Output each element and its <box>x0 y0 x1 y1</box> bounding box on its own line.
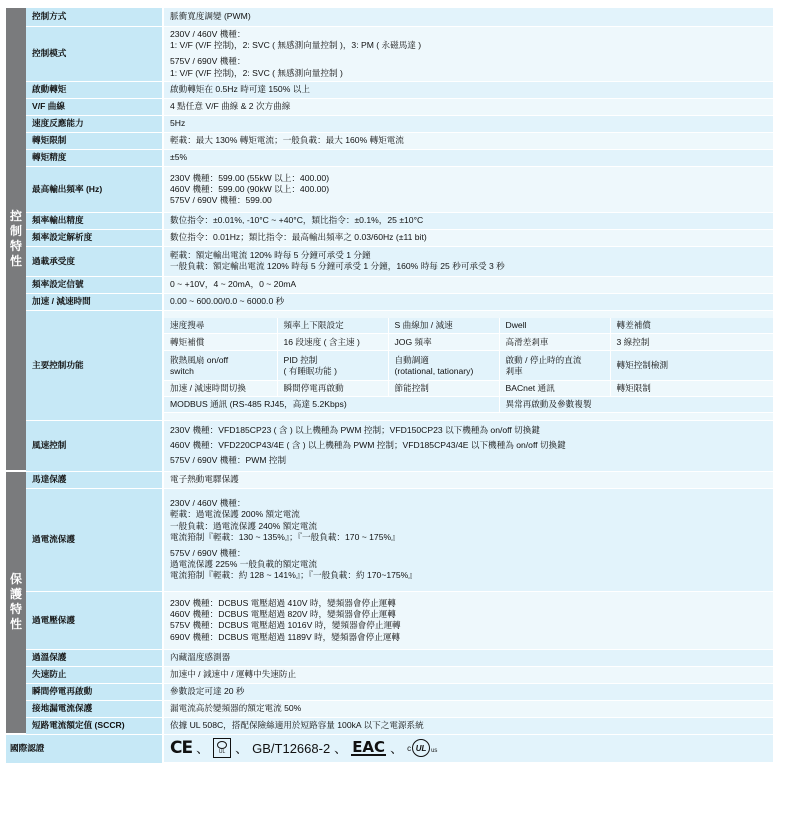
spec-label: 頻率設定信號 <box>26 277 164 294</box>
spec-value <box>164 489 773 592</box>
spec-value <box>164 701 773 718</box>
spec-label: 速度反應能力 <box>26 116 164 133</box>
value-block <box>170 28 767 52</box>
value-line: 230V / 460V 機種： <box>170 498 246 509</box>
spec-row-main-functions <box>6 311 773 421</box>
function-item <box>388 381 499 397</box>
function-item <box>610 334 773 351</box>
function-item <box>277 334 388 351</box>
value-line: 過電流保護 225% 一般負載的額定電流 <box>170 559 318 570</box>
spec-row <box>6 116 773 133</box>
ul-recognized-icon: UL <box>412 739 430 757</box>
function-text: 16 段速度 ( 含主速 ) <box>283 336 360 347</box>
spec-row <box>6 213 773 230</box>
function-text: 頻率上下限設定 <box>283 319 344 330</box>
function-item: MODBUS 通訊 (RS-485 RJ45，高達 5.2Kbps) <box>164 397 499 413</box>
spec-value <box>164 82 773 99</box>
spec-row-certification <box>6 735 773 763</box>
spec-label: 過電壓保護 <box>26 592 164 650</box>
spec-row <box>6 133 773 150</box>
function-item <box>610 351 773 381</box>
category-protection-text: 保 護 特 性 <box>9 572 22 632</box>
category-control-text: 控 制 特 性 <box>9 208 22 268</box>
separator: 、 <box>235 740 249 756</box>
spec-row <box>6 684 773 701</box>
certs <box>170 738 767 758</box>
spec-table <box>6 8 773 763</box>
spec-row <box>6 82 773 99</box>
value-line: 4 點任意 V/F 曲線 & 2 次方曲線 <box>170 101 291 112</box>
spec-row-fan-control <box>6 421 773 472</box>
function-item <box>499 318 610 334</box>
cul-c: c <box>407 743 412 753</box>
spec-row <box>6 472 773 489</box>
value-line: 5Hz <box>170 118 186 129</box>
value-line: 230V 機種：VFD185CP23 ( 含 ) 以上機種為 PWM 控制；VFD150CP23 以下機種為 on/off 切換鍵 <box>170 425 540 435</box>
spec-value <box>164 472 773 489</box>
spec-row <box>6 718 773 735</box>
value-line: 575V / 690V 機種： <box>170 547 246 558</box>
spec-value <box>164 667 773 684</box>
separator: 、 <box>334 740 348 756</box>
value-line: 0 ~ +10V，4 ~ 20mA，0 ~ 20mA <box>170 279 297 290</box>
spec-label: 過載承受度 <box>26 247 164 277</box>
value-line: 0.00 ~ 600.00/0.0 ~ 6000.0 秒 <box>170 296 285 307</box>
function-item <box>164 381 277 397</box>
spec-value <box>164 592 773 650</box>
function-item <box>610 318 773 334</box>
spec-value <box>164 718 773 735</box>
value-block <box>170 547 767 583</box>
function-item <box>164 334 277 351</box>
spec-label: 控制模式 <box>26 27 164 82</box>
spec-value <box>164 421 773 472</box>
function-item <box>277 318 388 334</box>
spec-label: 過溫保護 <box>26 650 164 667</box>
spec-label: 轉矩限制 <box>26 133 164 150</box>
value-line: 參數設定可達 20 秒 <box>170 686 245 697</box>
gb-standard: GB/T12668-2 <box>252 740 331 756</box>
function-row <box>164 318 773 334</box>
spec-row <box>6 277 773 294</box>
spec-label: 失速防止 <box>26 667 164 684</box>
function-text: 速度搜尋 <box>170 319 205 330</box>
value-line: 一般負載：額定輸出電流 120% 時每 5 分鐘可承受 1 分鐘，160% 時每 25 秒可承受 3 秒 <box>170 261 505 272</box>
function-item <box>164 351 277 381</box>
function-item <box>388 351 499 381</box>
spec-value <box>164 27 773 82</box>
main-functions-grid-cell <box>164 311 773 421</box>
spec-label: 風速控制 <box>26 421 164 472</box>
value-line: 電流箝制『輕載：130 ~ 135%』；『一般負載：170 ~ 175%』 <box>170 531 400 542</box>
spec-label: 接地漏電流保護 <box>26 701 164 718</box>
spec-label: 加速 / 減速時間 <box>26 294 164 311</box>
value-line: ±5% <box>170 152 188 163</box>
spec-label: 短路電流額定值 (SCCR) <box>26 718 164 735</box>
value-line: 575V / 690V 機種：PWM 控制 <box>170 455 287 466</box>
value-line: 脈衝寬度調變 (PWM) <box>170 11 251 22</box>
spec-value <box>164 116 773 133</box>
value-line: 數位指令：±0.01%, -10°C ~ +40°C，類比指令：±0.1%，25 ±10°C <box>170 215 424 226</box>
function-text: 啟動 / 停止時的直流 <box>505 354 582 365</box>
function-text: 轉矩限制 <box>616 383 651 394</box>
value-line: 輕載：額定輸出電流 120% 時每 5 分鐘可承受 1 分鐘 <box>170 250 371 261</box>
spec-value <box>164 167 773 213</box>
spec-value <box>164 99 773 116</box>
value-line: 電子熱動電驛保護 <box>170 474 239 485</box>
function-text: 轉矩補償 <box>170 336 205 347</box>
function-text: 剎車 <box>505 365 523 376</box>
main-functions-grid <box>164 318 774 414</box>
function-text: 3 線控制 <box>616 336 650 347</box>
value-line: 依據 UL 508C，搭配保險絲適用於短路容量 100kA 以下之電源系統 <box>170 720 424 731</box>
spec-label: 啟動轉矩 <box>26 82 164 99</box>
value-line: 1: V/F (V/F 控制)，2: SVC ( 無感測向量控制 ) <box>170 67 343 78</box>
value-block <box>170 497 767 544</box>
value-line: 460V 機種：599.00 (90kW 以上：400.00) <box>170 183 330 194</box>
separator: 、 <box>390 740 404 756</box>
function-text: 節能控制 <box>394 383 429 394</box>
function-text: JOG 頻率 <box>394 336 432 347</box>
spec-value <box>164 150 773 167</box>
function-text: 轉矩控制檢測 <box>616 360 669 371</box>
function-row <box>164 397 773 413</box>
ul-listed-text: UL <box>218 749 226 756</box>
function-item <box>499 334 610 351</box>
value-line: 690V 機種：DCBUS 電壓超過 1189V 時，變頻器會停止運轉 <box>170 631 401 642</box>
spec-row <box>6 701 773 718</box>
function-item <box>277 351 388 381</box>
value-line: 230V 機種：DCBUS 電壓超過 410V 時，變頻器會停止運轉 <box>170 597 396 608</box>
function-text: 自動調適 <box>394 354 429 365</box>
spec-label: 控制方式 <box>26 8 164 27</box>
spec-value <box>164 684 773 701</box>
function-row <box>164 351 773 381</box>
spec-row <box>6 667 773 684</box>
category-protection <box>6 472 26 735</box>
spec-value <box>164 230 773 247</box>
spec-row <box>6 99 773 116</box>
function-text: 高滑差剎車 <box>505 336 549 347</box>
spec-row <box>6 167 773 213</box>
function-text: 轉差補償 <box>616 319 651 330</box>
spec-row <box>6 150 773 167</box>
function-text: S 曲線加 / 減速 <box>394 319 453 330</box>
value-line: 1: V/F (V/F 控制)，2: SVC ( 無感測向量控制 )，3: PM ( 永磁馬達 ) <box>170 40 422 51</box>
function-item <box>499 351 610 381</box>
value-line: 電流箝制『輕載：約 128 ~ 141%』；『一般負載：約 170~175%』 <box>170 570 417 581</box>
spec-row <box>6 247 773 277</box>
spec-row <box>6 230 773 247</box>
spec-value <box>164 277 773 294</box>
function-item <box>277 381 388 397</box>
value-line: 啟動轉矩在 0.5Hz 時可達 150% 以上 <box>170 84 310 95</box>
value-block <box>170 55 767 79</box>
value-line: 230V / 460V 機種： <box>170 29 246 39</box>
value-line: 230V 機種：599.00 (55kW 以上：400.00) <box>170 172 330 183</box>
spec-label: 頻率設定解析度 <box>26 230 164 247</box>
function-row <box>164 381 773 397</box>
function-item <box>499 381 610 397</box>
cul-us-mark <box>407 739 437 757</box>
spec-label: 頻率輸出精度 <box>26 213 164 230</box>
function-item <box>164 318 277 334</box>
spec-value <box>164 8 773 27</box>
spec-label: 轉矩精度 <box>26 150 164 167</box>
spec-value <box>164 294 773 311</box>
spec-label: 主要控制功能 <box>26 311 164 421</box>
spec-value <box>164 133 773 150</box>
spec-row <box>6 27 773 82</box>
function-item <box>388 318 499 334</box>
spec-value <box>164 213 773 230</box>
value-line: 漏電流高於變頻器的額定電流 50% <box>170 703 302 714</box>
function-item <box>610 381 773 397</box>
spec-value <box>164 650 773 667</box>
function-row <box>164 334 773 351</box>
function-text: (rotational, tationary) <box>394 365 474 376</box>
spec-label: 馬達保護 <box>26 472 164 489</box>
value-line: 數位指令：0.01Hz；類比指令：最高輸出頻率之 0.03/60Hz (±11 bit) <box>170 232 427 243</box>
certification-marks <box>164 735 773 763</box>
value-line: 460V 機種：VFD220CP43/4E ( 含 ) 以上機種為 PWM 控制；VFD185CP43/4E 以下機種為 on/off 切換鍵 <box>170 440 566 451</box>
ce-mark-icon: CE <box>170 737 193 758</box>
spec-sheet <box>6 8 773 763</box>
function-text: switch <box>170 365 194 376</box>
function-text: 瞬間停電再啟動 <box>283 383 344 394</box>
spec-label: 瞬間停電再啟動 <box>26 684 164 701</box>
function-item: 異常再啟動及參數複製 <box>499 397 773 413</box>
value-line: 內藏溫度感測器 <box>170 652 231 663</box>
category-control <box>6 8 26 472</box>
value-line: 575V / 690V 機種：599.00 <box>170 194 272 205</box>
function-text: BACnet 通訊 <box>505 383 555 394</box>
function-text: Dwell <box>505 319 527 330</box>
function-text: ( 有睡眠功能 ) <box>283 365 337 376</box>
function-text: PID 控制 <box>283 354 318 365</box>
spec-row <box>6 294 773 311</box>
spec-row <box>6 592 773 650</box>
eac-mark-icon: EAC <box>352 738 386 757</box>
value-line: 一般負載：過電流保護 240% 額定電流 <box>170 520 318 531</box>
function-text: 散熱風扇 on/off <box>170 354 229 365</box>
value-line: 575V / 690V 機種： <box>170 56 246 67</box>
function-item <box>388 334 499 351</box>
spec-row <box>6 489 773 592</box>
value-line: 輕載：過電流保護 200% 額定電流 <box>170 509 300 520</box>
spec-label: 最高輸出頻率 (Hz) <box>26 167 164 213</box>
spec-label: 過電流保護 <box>26 489 164 592</box>
value-line: 460V 機種：DCBUS 電壓超過 820V 時，變頻器會停止運轉 <box>170 609 396 620</box>
spec-row <box>6 650 773 667</box>
ul-listed-ring <box>217 741 227 749</box>
spec-value <box>164 247 773 277</box>
value-line: 輕載：最大 130% 轉矩電流；一般負載：最大 160% 轉矩電流 <box>170 135 404 146</box>
ul-listed-icon <box>213 738 231 758</box>
cul-us: us <box>431 748 438 755</box>
separator: 、 <box>196 740 210 756</box>
value-line: 575V 機種：DCBUS 電壓超過 1016V 時，變頻器會停止運轉 <box>170 620 401 631</box>
spec-label: V/F 曲線 <box>26 99 164 116</box>
spec-row <box>6 8 773 27</box>
spec-label: 國際認證 <box>6 735 164 763</box>
value-line: 加速中 / 減速中 / 運轉中失速防止 <box>170 669 297 680</box>
function-text: 加速 / 減速時間切換 <box>170 383 246 394</box>
